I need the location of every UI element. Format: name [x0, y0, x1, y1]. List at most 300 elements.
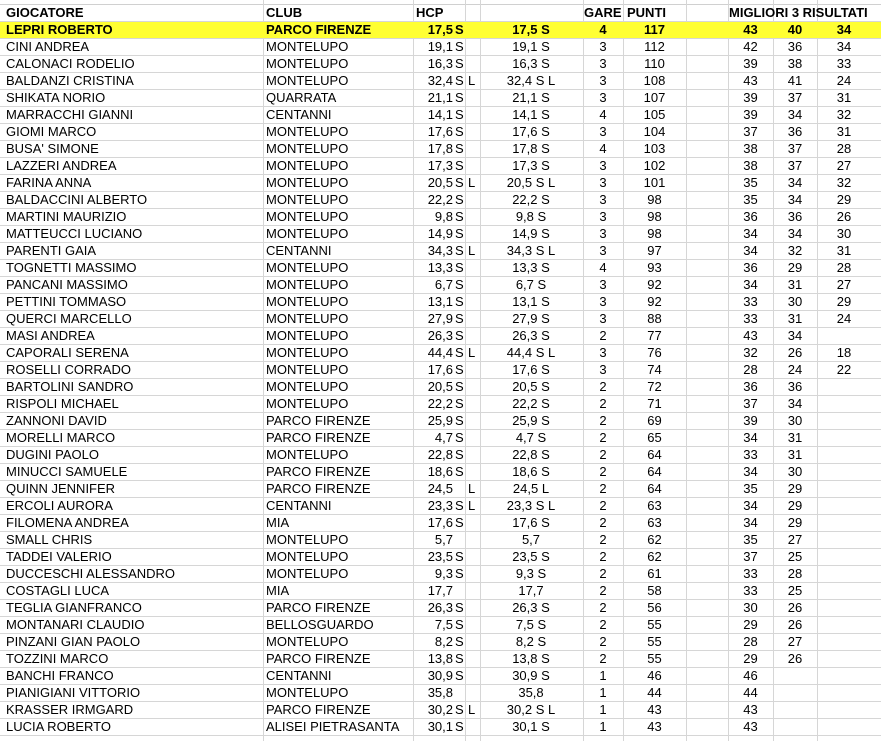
cell-hcp2[interactable]: 20,5 S L — [506, 175, 556, 190]
cell-punti[interactable]: 98 — [647, 192, 662, 207]
cell-punti[interactable]: 97 — [647, 243, 662, 258]
cell-r1[interactable]: 43 — [743, 328, 758, 343]
cell-gare[interactable]: 4 — [599, 107, 607, 122]
cell-name[interactable]: RISPOLI MICHAEL — [6, 396, 119, 411]
cell-f1[interactable]: S — [455, 311, 464, 326]
cell-r1[interactable]: 35 — [743, 192, 758, 207]
cell-punti[interactable]: 62 — [647, 549, 662, 564]
cell-hcp2[interactable]: 16,3 S — [512, 56, 550, 71]
cell-r2[interactable]: 29 — [787, 481, 803, 496]
cell-r3[interactable] — [817, 583, 871, 599]
cell-hcp[interactable]: 9,3 — [434, 566, 453, 581]
cell-hcp[interactable]: 20,5 — [427, 379, 453, 394]
cell-name[interactable]: PIANIGIANI VITTORIO — [6, 685, 141, 700]
cell-r1[interactable]: 37 — [743, 124, 758, 139]
cell-f1[interactable]: S — [455, 56, 464, 71]
cell-gare[interactable]: 2 — [599, 430, 607, 445]
cell-club[interactable]: MONTELUPO — [266, 379, 349, 394]
cell-punti[interactable]: 107 — [643, 90, 666, 105]
cell-hcp2[interactable]: 8,2 S — [515, 634, 547, 649]
cell-club[interactable]: MONTELUPO — [266, 685, 349, 700]
cell-name[interactable]: PINZANI GIAN PAOLO — [6, 634, 141, 649]
cell-punti[interactable]: 92 — [647, 294, 662, 309]
cell-r3[interactable] — [817, 532, 871, 548]
cell-r2[interactable]: 34 — [787, 328, 803, 343]
cell-club[interactable]: CENTANNI — [266, 668, 332, 683]
cell-name[interactable]: BANCHI FRANCO — [6, 668, 114, 683]
cell-hcp[interactable]: 17,6 — [427, 362, 453, 377]
cell-hcp[interactable]: 19,1 — [427, 39, 453, 54]
cell-f2[interactable] — [468, 39, 480, 55]
cell-hcp[interactable]: 17,8 — [427, 141, 453, 156]
cell-hcp2[interactable]: 20,5 S — [512, 379, 550, 394]
cell-name[interactable]: LEPRI ROBERTO — [6, 22, 113, 37]
cell-f2[interactable] — [468, 413, 480, 429]
cell-name[interactable]: MATTEUCCI LUCIANO — [6, 226, 143, 241]
cell-f2[interactable] — [468, 583, 480, 599]
cell-name[interactable]: TADDEI VALERIO — [6, 549, 112, 564]
cell-punti[interactable]: 112 — [644, 39, 665, 54]
cell-club[interactable]: MONTELUPO — [266, 209, 349, 224]
cell-r2[interactable]: 26 — [787, 600, 803, 615]
cell-f2[interactable] — [468, 379, 480, 395]
cell-r3[interactable] — [817, 481, 871, 497]
cell-r1[interactable]: 34 — [743, 277, 758, 292]
cell-gare[interactable]: 4 — [599, 260, 607, 275]
cell-punti[interactable]: 56 — [647, 600, 662, 615]
cell-hcp2[interactable]: 30,2 S L — [506, 702, 556, 717]
cell-name[interactable]: BARTOLINI SANDRO — [6, 379, 134, 394]
cell-f2[interactable] — [468, 515, 480, 531]
cell-punti[interactable]: 43 — [647, 702, 662, 717]
cell-hcp[interactable]: 21,1 — [427, 90, 453, 105]
cell-club[interactable]: MONTELUPO — [266, 634, 349, 649]
cell-name[interactable]: SMALL CHRIS — [6, 532, 93, 547]
cell-f1[interactable]: S — [455, 192, 464, 207]
cell-name[interactable]: MASI ANDREA — [6, 328, 95, 343]
cell-r3[interactable] — [817, 396, 871, 412]
cell-name[interactable]: CAPORALI SERENA — [6, 345, 129, 360]
cell-r1[interactable]: 39 — [743, 107, 758, 122]
cell-punti[interactable]: 55 — [647, 651, 662, 666]
cell-hcp[interactable]: 9,8 — [434, 209, 453, 224]
cell-f2[interactable] — [468, 90, 480, 106]
cell-gare[interactable]: 2 — [599, 549, 607, 564]
cell-hcp[interactable]: 8,2 — [434, 634, 453, 649]
cell-hcp[interactable]: 14,9 — [427, 226, 453, 241]
cell-club[interactable]: PARCO FIRENZE — [266, 430, 371, 445]
cell-hcp[interactable]: 35,8 — [427, 685, 453, 700]
cell-r3[interactable] — [817, 430, 871, 446]
cell-name[interactable]: MINUCCI SAMUELE — [6, 464, 128, 479]
cell-gare[interactable]: 2 — [599, 515, 607, 530]
cell-hcp2[interactable]: 34,3 S L — [506, 243, 556, 258]
cell-gare[interactable]: 2 — [599, 328, 607, 343]
cell-hcp2[interactable]: 22,8 S — [512, 447, 550, 462]
cell-punti[interactable]: 101 — [643, 175, 666, 190]
cell-f2[interactable] — [468, 362, 480, 378]
cell-hcp[interactable]: 17,7 — [427, 583, 453, 598]
cell-hcp[interactable]: 24,5 — [427, 481, 453, 496]
cell-hcp2[interactable]: 17,3 S — [512, 158, 550, 173]
cell-name[interactable]: ERCOLI AURORA — [6, 498, 113, 513]
cell-gare[interactable]: 3 — [599, 243, 607, 258]
cell-hcp2[interactable]: 4,7 S — [515, 430, 547, 445]
cell-r1[interactable]: 33 — [743, 311, 758, 326]
cell-name[interactable]: LAZZERI ANDREA — [6, 158, 117, 173]
cell-r3[interactable]: 32 — [836, 107, 852, 122]
cell-club[interactable]: MONTELUPO — [266, 141, 349, 156]
cell-gare[interactable]: 3 — [599, 294, 607, 309]
cell-hcp2[interactable]: 14,9 S — [512, 226, 550, 241]
cell-punti[interactable]: 110 — [644, 56, 665, 71]
cell-r1[interactable]: 43 — [743, 702, 758, 717]
cell-r2[interactable]: 26 — [787, 617, 803, 632]
cell-hcp[interactable]: 14,1 — [427, 107, 453, 122]
cell-punti[interactable]: 64 — [647, 481, 662, 496]
cell-gare[interactable]: 3 — [599, 56, 607, 71]
cell-punti[interactable]: 58 — [647, 583, 662, 598]
cell-hcp[interactable]: 23,5 — [427, 549, 453, 564]
cell-club[interactable]: MONTELUPO — [266, 549, 349, 564]
cell-r3[interactable]: 30 — [836, 226, 852, 241]
cell-f2[interactable] — [468, 447, 480, 463]
cell-r3[interactable] — [817, 651, 871, 667]
cell-f2[interactable] — [468, 685, 480, 701]
cell-r1[interactable]: 28 — [743, 362, 758, 377]
cell-r3[interactable]: 34 — [836, 22, 852, 37]
cell-hcp2[interactable]: 6,7 S — [515, 277, 547, 292]
cell-f1[interactable]: S — [455, 209, 464, 224]
cell-f1[interactable]: S — [455, 90, 464, 105]
cell-punti[interactable]: 62 — [647, 532, 662, 547]
cell-hcp[interactable]: 26,3 — [427, 600, 453, 615]
cell-f1[interactable]: S — [455, 124, 464, 139]
cell-gare[interactable]: 3 — [599, 362, 607, 377]
cell-club[interactable]: MONTELUPO — [266, 158, 349, 173]
cell-name[interactable]: FILOMENA ANDREA — [6, 515, 129, 530]
cell-hcp[interactable]: 13,3 — [427, 260, 453, 275]
cell-r1[interactable]: 42 — [743, 39, 758, 54]
cell-r2[interactable] — [773, 719, 817, 735]
cell-punti[interactable]: 74 — [647, 362, 662, 377]
cell-club[interactable]: MONTELUPO — [266, 277, 349, 292]
cell-club[interactable]: MONTELUPO — [266, 345, 349, 360]
cell-r3[interactable]: 24 — [836, 73, 852, 88]
cell-hcp2[interactable]: 22,2 S — [512, 396, 550, 411]
cell-r1[interactable]: 46 — [743, 668, 758, 683]
cell-hcp2[interactable]: 13,3 S — [512, 260, 550, 275]
cell-hcp[interactable]: 22,8 — [427, 447, 453, 462]
cell-hcp2[interactable]: 17,6 S — [512, 362, 550, 377]
cell-name[interactable]: SHIKATA NORIO — [6, 90, 106, 105]
cell-name[interactable]: COSTAGLI LUCA — [6, 583, 110, 598]
cell-hcp[interactable]: 17,5 — [427, 22, 453, 37]
cell-f1[interactable]: S — [455, 175, 464, 190]
header-punti[interactable]: PUNTI — [627, 5, 666, 20]
cell-name[interactable]: QUINN JENNIFER — [6, 481, 116, 496]
cell-club[interactable]: PARCO FIRENZE — [266, 600, 371, 615]
cell-r3[interactable]: 18 — [836, 345, 852, 360]
cell-r1[interactable]: 39 — [743, 56, 758, 71]
cell-r1[interactable]: 33 — [743, 566, 758, 581]
cell-r3[interactable] — [817, 668, 871, 684]
cell-hcp2[interactable]: 17,5 S — [512, 22, 550, 37]
cell-f1[interactable]: S — [455, 430, 464, 445]
cell-f1[interactable]: S — [455, 226, 464, 241]
cell-r2[interactable]: 29 — [787, 260, 803, 275]
cell-r3[interactable]: 31 — [836, 90, 852, 105]
cell-r2[interactable]: 37 — [787, 141, 803, 156]
cell-gare[interactable]: 3 — [599, 158, 607, 173]
cell-punti[interactable]: 98 — [647, 226, 662, 241]
cell-club[interactable]: ALISEI PIETRASANTA — [266, 719, 400, 734]
cell-club[interactable]: MIA — [266, 583, 290, 598]
cell-r1[interactable]: 30 — [743, 600, 758, 615]
cell-club[interactable]: MONTELUPO — [266, 396, 349, 411]
cell-r3[interactable] — [817, 413, 871, 429]
header-club[interactable]: CLUB — [266, 5, 303, 20]
cell-hcp2[interactable]: 30,1 S — [512, 719, 550, 734]
header-migliori[interactable]: MIGLIORI 3 RISULTATI — [729, 5, 868, 20]
cell-gare[interactable]: 3 — [599, 124, 607, 139]
cell-club[interactable]: QUARRATA — [266, 90, 337, 105]
cell-r3[interactable]: 31 — [836, 243, 852, 258]
cell-r2[interactable] — [773, 668, 817, 684]
cell-hcp2[interactable]: 35,8 — [518, 685, 544, 700]
cell-gare[interactable]: 2 — [599, 600, 607, 615]
cell-club[interactable]: CENTANNI — [266, 243, 332, 258]
cell-f1[interactable]: S — [455, 362, 464, 377]
cell-r1[interactable]: 34 — [743, 498, 758, 513]
cell-f2[interactable] — [468, 617, 480, 633]
cell-club[interactable]: PARCO FIRENZE — [266, 413, 371, 428]
cell-f1[interactable]: S — [455, 141, 464, 156]
cell-f2[interactable] — [468, 719, 480, 735]
cell-f1[interactable]: S — [455, 549, 464, 564]
cell-hcp[interactable]: 44,4 — [427, 345, 453, 360]
cell-r1[interactable]: 36 — [743, 260, 758, 275]
cell-hcp2[interactable]: 5,7 — [521, 532, 541, 547]
cell-name[interactable]: BUSA' SIMONE — [6, 141, 99, 156]
cell-club[interactable]: PARCO FIRENZE — [266, 464, 371, 479]
cell-r1[interactable]: 28 — [743, 634, 758, 649]
cell-f1[interactable]: S — [455, 702, 464, 717]
cell-gare[interactable]: 2 — [599, 447, 607, 462]
cell-r2[interactable] — [773, 685, 817, 701]
cell-r1[interactable]: 43 — [743, 73, 758, 88]
cell-club[interactable]: MONTELUPO — [266, 39, 349, 54]
cell-club[interactable]: MONTELUPO — [266, 56, 349, 71]
cell-r2[interactable]: 25 — [787, 583, 803, 598]
cell-r3[interactable]: 24 — [836, 311, 852, 326]
cell-name[interactable]: TOGNETTI MASSIMO — [6, 260, 137, 275]
cell-club[interactable]: PARCO FIRENZE — [266, 651, 371, 666]
cell-gare[interactable]: 1 — [599, 668, 607, 683]
cell-f1[interactable]: S — [455, 260, 464, 275]
cell-r3[interactable] — [817, 719, 871, 735]
cell-f1[interactable] — [455, 583, 467, 599]
header-giocatore[interactable]: GIOCATORE — [6, 5, 84, 20]
cell-f2[interactable] — [468, 124, 480, 140]
cell-r2[interactable]: 27 — [787, 634, 803, 649]
cell-club[interactable]: PARCO FIRENZE — [266, 702, 371, 717]
cell-f1[interactable]: S — [455, 498, 464, 513]
cell-hcp2[interactable]: 17,8 S — [512, 141, 550, 156]
cell-r3[interactable] — [817, 498, 871, 514]
cell-gare[interactable]: 3 — [599, 226, 607, 241]
cell-r2[interactable]: 34 — [787, 175, 803, 190]
cell-punti[interactable]: 43 — [647, 719, 662, 734]
cell-r3[interactable]: 27 — [836, 277, 852, 292]
cell-hcp[interactable]: 17,6 — [427, 515, 453, 530]
cell-gare[interactable]: 3 — [599, 90, 607, 105]
cell-f2[interactable] — [468, 107, 480, 123]
cell-gare[interactable]: 3 — [599, 175, 607, 190]
cell-gare[interactable]: 2 — [599, 379, 607, 394]
cell-name[interactable]: TEGLIA GIANFRANCO — [6, 600, 142, 615]
cell-name[interactable]: BALDACCINI ALBERTO — [6, 192, 148, 207]
cell-hcp2[interactable]: 17,6 S — [512, 124, 550, 139]
cell-club[interactable]: PARCO FIRENZE — [266, 481, 371, 496]
cell-f2[interactable]: L — [468, 345, 476, 360]
cell-f1[interactable]: S — [455, 379, 464, 394]
cell-r2[interactable]: 34 — [787, 226, 803, 241]
cell-punti[interactable]: 108 — [643, 73, 666, 88]
cell-punti[interactable]: 64 — [647, 447, 662, 462]
cell-name[interactable]: GIOMI MARCO — [6, 124, 97, 139]
cell-f2[interactable]: L — [468, 243, 476, 258]
cell-r1[interactable]: 35 — [743, 175, 758, 190]
cell-r3[interactable] — [817, 617, 871, 633]
cell-name[interactable]: PANCANI MASSIMO — [6, 277, 128, 292]
cell-club[interactable]: MONTELUPO — [266, 328, 349, 343]
cell-gare[interactable]: 2 — [599, 464, 607, 479]
cell-gare[interactable]: 2 — [599, 413, 607, 428]
cell-punti[interactable]: 76 — [647, 345, 662, 360]
cell-r1[interactable]: 34 — [743, 464, 758, 479]
cell-name[interactable]: MARRACCHI GIANNI — [6, 107, 134, 122]
header-hcp[interactable]: HCP — [416, 5, 444, 20]
cell-f1[interactable]: S — [455, 328, 464, 343]
cell-name[interactable]: DUGINI PAOLO — [6, 447, 99, 462]
cell-gare[interactable]: 3 — [599, 192, 607, 207]
cell-r3[interactable] — [817, 549, 871, 565]
cell-club[interactable]: MONTELUPO — [266, 175, 349, 190]
cell-hcp[interactable]: 20,5 — [427, 175, 453, 190]
cell-f1[interactable] — [455, 481, 467, 497]
cell-r3[interactable]: 22 — [836, 362, 852, 377]
cell-gare[interactable]: 3 — [599, 73, 607, 88]
cell-name[interactable]: ZANNONI DAVID — [6, 413, 107, 428]
cell-r2[interactable]: 25 — [787, 549, 803, 564]
cell-f2[interactable]: L — [468, 73, 476, 88]
cell-hcp[interactable]: 25,9 — [427, 413, 453, 428]
cell-f1[interactable]: S — [455, 651, 464, 666]
cell-r2[interactable]: 37 — [787, 90, 803, 105]
cell-club[interactable]: MONTELUPO — [266, 362, 349, 377]
cell-punti[interactable]: 93 — [647, 260, 662, 275]
cell-gare[interactable]: 2 — [599, 651, 607, 666]
cell-hcp2[interactable]: 22,2 S — [512, 192, 550, 207]
cell-r2[interactable]: 32 — [787, 243, 803, 258]
cell-club[interactable]: MONTELUPO — [266, 566, 349, 581]
cell-name[interactable]: LUCIA ROBERTO — [6, 719, 111, 734]
cell-punti[interactable]: 117 — [644, 22, 665, 37]
cell-hcp[interactable]: 34,3 — [427, 243, 453, 258]
cell-name[interactable]: CALONACI RODELIO — [6, 56, 135, 71]
cell-r3[interactable]: 26 — [836, 209, 852, 224]
cell-gare[interactable]: 2 — [599, 634, 607, 649]
cell-r1[interactable]: 37 — [743, 549, 758, 564]
cell-name[interactable]: MARTINI MAURIZIO — [6, 209, 127, 224]
cell-f2[interactable] — [468, 600, 480, 616]
cell-f2[interactable] — [468, 192, 480, 208]
cell-club[interactable]: MONTELUPO — [266, 124, 349, 139]
cell-name[interactable]: QUERCI MARCELLO — [6, 311, 132, 326]
cell-club[interactable]: MONTELUPO — [266, 192, 349, 207]
cell-name[interactable]: PARENTI GAIA — [6, 243, 97, 258]
cell-f2[interactable] — [468, 311, 480, 327]
cell-r2[interactable]: 26 — [787, 651, 803, 666]
cell-r1[interactable]: 38 — [743, 141, 758, 156]
cell-gare[interactable]: 2 — [599, 532, 607, 547]
cell-gare[interactable]: 1 — [599, 685, 607, 700]
cell-f1[interactable]: S — [455, 719, 464, 734]
cell-r1[interactable]: 44 — [743, 685, 758, 700]
cell-hcp2[interactable]: 26,3 S — [512, 328, 550, 343]
cell-punti[interactable]: 61 — [647, 566, 662, 581]
cell-punti[interactable]: 55 — [647, 634, 662, 649]
cell-r1[interactable]: 34 — [743, 226, 758, 241]
cell-r2[interactable]: 31 — [787, 447, 803, 462]
cell-r3[interactable] — [817, 685, 871, 701]
cell-name[interactable]: BALDANZI CRISTINA — [6, 73, 134, 88]
cell-r1[interactable]: 34 — [743, 243, 758, 258]
cell-f2[interactable] — [468, 566, 480, 582]
cell-f1[interactable]: S — [455, 22, 464, 37]
cell-gare[interactable]: 2 — [599, 396, 607, 411]
cell-f1[interactable] — [455, 532, 467, 548]
cell-gare[interactable]: 2 — [599, 583, 607, 598]
cell-hcp2[interactable]: 23,3 S L — [506, 498, 556, 513]
cell-f2[interactable] — [468, 22, 480, 38]
cell-f2[interactable] — [468, 532, 480, 548]
cell-f1[interactable]: S — [455, 345, 464, 360]
cell-punti[interactable]: 69 — [647, 413, 662, 428]
cell-hcp2[interactable]: 13,8 S — [512, 651, 550, 666]
cell-f2[interactable] — [468, 209, 480, 225]
cell-hcp2[interactable]: 25,9 S — [512, 413, 550, 428]
cell-punti[interactable]: 46 — [647, 668, 662, 683]
cell-gare[interactable]: 3 — [599, 311, 607, 326]
cell-f1[interactable]: S — [455, 634, 464, 649]
cell-r3[interactable]: 32 — [836, 175, 852, 190]
cell-r2[interactable]: 34 — [787, 396, 803, 411]
cell-punti[interactable]: 92 — [647, 277, 662, 292]
cell-hcp2[interactable]: 44,4 S L — [506, 345, 556, 360]
cell-name[interactable]: DUCCESCHI ALESSANDRO — [6, 566, 176, 581]
cell-f2[interactable] — [468, 668, 480, 684]
cell-club[interactable]: MONTELUPO — [266, 260, 349, 275]
cell-f1[interactable]: S — [455, 447, 464, 462]
cell-hcp2[interactable]: 21,1 S — [512, 90, 550, 105]
cell-r2[interactable]: 29 — [787, 515, 803, 530]
cell-f2[interactable]: L — [468, 498, 476, 513]
cell-r2[interactable]: 29 — [787, 498, 803, 513]
cell-club[interactable]: CENTANNI — [266, 107, 332, 122]
cell-r3[interactable]: 34 — [836, 39, 852, 54]
